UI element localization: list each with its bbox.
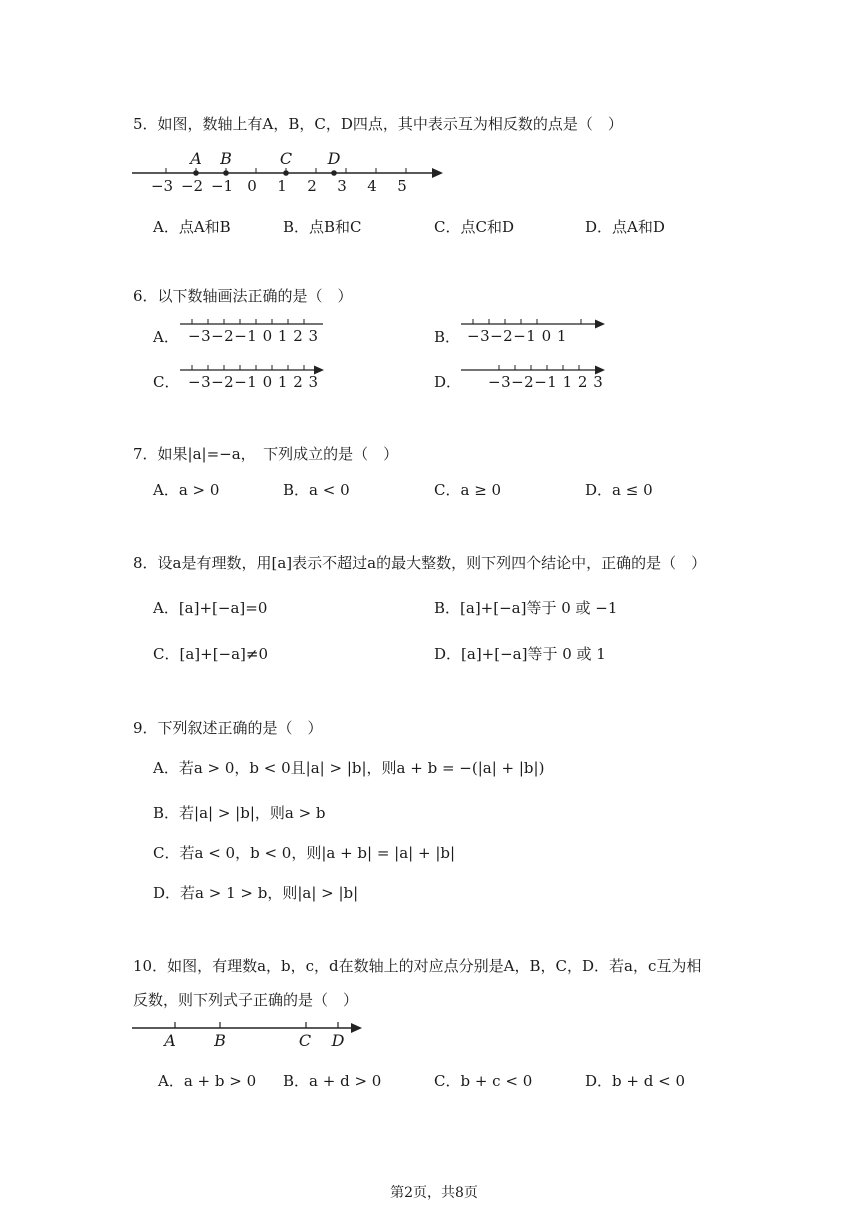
- q9-stem: 9．下列叙述正确的是（ ）: [133, 719, 323, 737]
- q5-stem: 5．如图，数轴上有A，B，C，D四点，其中表示互为相反数的点是（ ）: [133, 115, 623, 133]
- q9-option-c[interactable]: C．若a < 0，b < 0，则|a + b| = |a| + |b|: [153, 844, 456, 862]
- q5-point-a: [193, 170, 199, 176]
- q9-option-b[interactable]: B．若|a| > |b|，则a > b: [153, 804, 326, 822]
- q5-tick-label: 0: [247, 177, 257, 195]
- q5-tick-label: −3: [150, 177, 174, 195]
- q5-tick-label: 2: [307, 177, 317, 195]
- q8-option-a[interactable]: A．[a]+[−a]=0: [153, 599, 268, 617]
- q10-number-line: [0, 1010, 868, 1060]
- q9-option-d[interactable]: D．若a > 1 > b，则|a| > |b|: [153, 884, 359, 902]
- q5-tick-label: 5: [397, 177, 407, 195]
- q7-option-d[interactable]: D．a ≤ 0: [585, 481, 653, 499]
- q5-option-d[interactable]: D．点A和D: [585, 218, 665, 236]
- q7-option-a[interactable]: A．a > 0: [153, 481, 220, 499]
- q6-option-a-letter[interactable]: A．: [153, 328, 179, 346]
- q5-point-label: B: [220, 149, 232, 168]
- q10-stem-line1: 10．如图，有理数a，b，c，d在数轴上的对应点分别是A，B，C，D．若a，c互为相: [133, 957, 702, 975]
- q6-stem: 6．以下数轴画法正确的是（ ）: [133, 287, 353, 305]
- q5-point-label: C: [279, 149, 293, 168]
- q5-option-a[interactable]: A．点A和B: [153, 218, 231, 236]
- q6-option-b-letter[interactable]: B．: [434, 328, 461, 346]
- q5-point-label: A: [190, 149, 202, 168]
- q7-option-b[interactable]: B．a < 0: [283, 481, 350, 499]
- q6-option-d-letter[interactable]: D．: [434, 373, 462, 391]
- q7-option-c[interactable]: C．a ≥ 0: [434, 481, 502, 499]
- q8-stem: 8．设a是有理数，用[a]表示不超过a的最大整数，则下列四个结论中，正确的是（ ）: [133, 554, 707, 572]
- q6-option-a-labels: −3−2−1 0 1 2 3: [188, 327, 319, 345]
- q8-option-b[interactable]: B．[a]+[−a]等于 0 或 −1: [434, 599, 618, 617]
- q10-point-label: A: [164, 1031, 176, 1050]
- q6-option-b-labels: −3−2−1 0 1: [467, 327, 567, 345]
- q6-option-d-labels: −3−2−1 1 2 3: [488, 373, 604, 391]
- q5-tick-label: 3: [337, 177, 347, 195]
- q5-tick-label: 4: [367, 177, 377, 195]
- q5-tick-label: −1: [210, 177, 234, 195]
- q8-option-d[interactable]: D．[a]+[−a]等于 0 或 1: [434, 645, 606, 663]
- q5-tick-label: 1: [277, 177, 287, 195]
- q10-point-label: D: [331, 1031, 345, 1050]
- q10-option-b[interactable]: B．a + d > 0: [283, 1072, 382, 1090]
- q10-point-label: B: [214, 1031, 226, 1050]
- q8-option-c[interactable]: C．[a]+[−a]≠0: [153, 645, 269, 663]
- q5-point-c: [283, 170, 289, 176]
- q5-point-b: [223, 170, 229, 176]
- q7-stem: 7．如果|a|=−a， 下列成立的是（ ）: [133, 445, 399, 463]
- q5-number-line: [0, 0, 868, 210]
- q6-option-c-letter[interactable]: C．: [153, 373, 180, 391]
- q10-option-d[interactable]: D．b + d < 0: [585, 1072, 685, 1090]
- q6-option-c-labels: −3−2−1 0 1 2 3: [188, 373, 319, 391]
- q10-option-a[interactable]: A．a + b > 0: [158, 1072, 257, 1090]
- q10-point-label: C: [298, 1031, 312, 1050]
- q5-tick-label: −2: [180, 177, 204, 195]
- q10-stem-line2: 反数，则下列式子正确的是（ ）: [133, 991, 359, 1009]
- q10-option-c[interactable]: C．b + c < 0: [434, 1072, 533, 1090]
- q5-option-c[interactable]: C．点C和D: [434, 218, 514, 236]
- q5-point-d: [331, 170, 337, 176]
- q5-point-label: D: [327, 149, 341, 168]
- q5-option-b[interactable]: B．点B和C: [283, 218, 362, 236]
- q9-option-a[interactable]: A．若a > 0，b < 0且|a| > |b|，则a + b = −(|a| + |b|): [153, 759, 545, 777]
- page-footer: 第2页，共8页: [390, 1185, 478, 1201]
